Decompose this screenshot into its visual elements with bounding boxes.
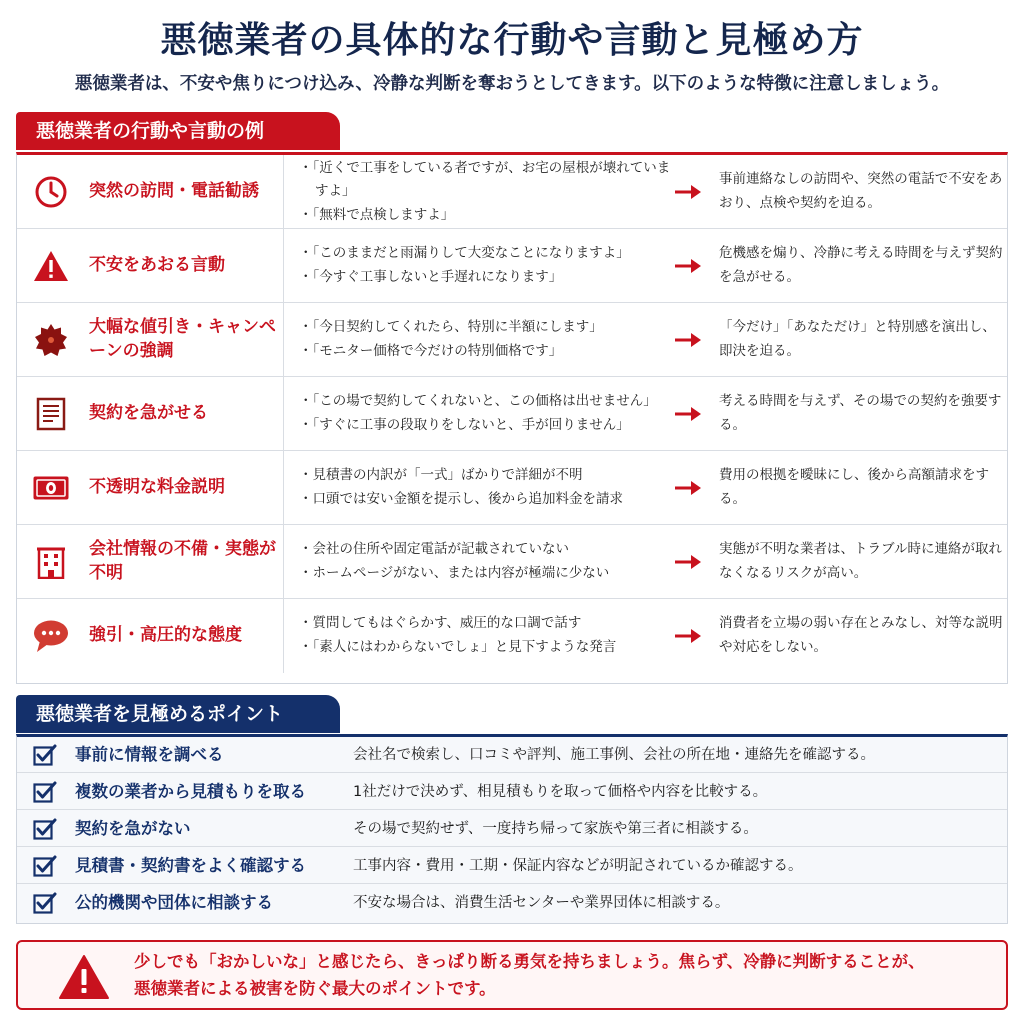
arrow-right-icon (673, 626, 703, 646)
column-divider (283, 599, 284, 673)
behavior-row (17, 599, 1007, 673)
column-divider (283, 451, 284, 525)
section-header-behaviors: 悪徳業者の行動や言動の例 (16, 112, 340, 150)
behavior-quotes (299, 303, 679, 377)
behavior-description: 費用の根拠を曖昧にし、後から高額請求をする。 (719, 467, 989, 507)
behavior-row (17, 525, 1007, 599)
arrow-right-icon (673, 182, 703, 202)
behavior-description: 事前連絡なしの訪問や、突然の電話で不安をあおり、点検や契約を迫る。 (719, 171, 1003, 211)
warning-icon (29, 249, 73, 283)
behavior-description: 実態が不明な業者は、トラブル時に連絡が取れなくなるリスクが高い。 (719, 541, 1002, 581)
behavior-description: 考える時間を与えず、その場での契約を強要する。 (719, 393, 1002, 433)
point-row (17, 737, 1007, 773)
points-table (16, 734, 1008, 924)
behavior-quotes (299, 451, 679, 525)
behaviors-table (16, 152, 1008, 684)
behavior-title: 不透明な料金説明 (89, 477, 225, 498)
quote-line: ・「近くで工事をしている者ですが、お宅の屋根が壊れていますよ」 (299, 159, 671, 200)
arrow-right-icon (673, 256, 703, 276)
warning-icon (58, 954, 110, 1000)
behavior-quotes (299, 229, 679, 303)
point-title: 事前に情報を調べる (75, 745, 224, 764)
quote-line: ・「すぐに工事の段取りをしないと、手が回りません」 (299, 417, 630, 433)
checkbox-checked-icon (33, 744, 57, 766)
checkbox-checked-icon (33, 855, 57, 877)
arrow-right-icon (673, 330, 703, 350)
point-description: 1社だけで決めず、相見積もりを取って価格や内容を比較する。 (353, 784, 768, 800)
building-icon (29, 545, 73, 579)
warning-line: 悪徳業者による被害を防ぐ最大のポイントです。 (134, 979, 496, 998)
behavior-row (17, 451, 1007, 525)
quote-line: ・口頭では安い金額を提示し、後から追加料金を請求 (299, 491, 623, 507)
point-title: 複数の業者から見積もりを取る (75, 782, 306, 801)
page-title: 悪徳業者の具体的な行動や言動と見極め方 (160, 20, 864, 61)
point-title: 見積書・契約書をよく確認する (75, 856, 306, 875)
checkbox-checked-icon (33, 892, 57, 914)
quote-line: ・「モニター価格で今だけの特別価格です」 (299, 343, 563, 359)
column-divider (283, 155, 284, 229)
checkbox-checked-icon (33, 781, 57, 803)
behavior-row (17, 377, 1007, 451)
quote-line: ・質問してもはぐらかす、威圧的な口調で話す (299, 615, 582, 632)
behavior-title: 契約を急がせる (89, 403, 208, 424)
behavior-description: 危機感を煽り、冷静に考える時間を与えず契約を急がせる。 (719, 245, 1003, 285)
section-header-points: 悪徳業者を見極めるポイント (16, 695, 340, 733)
quote-line: ・「この場で契約してくれないと、この価格は出せません」 (299, 393, 657, 410)
behavior-description: 「今だけ」「あなただけ」と特別感を演出し、即決を迫る。 (719, 319, 996, 359)
warning-message (134, 942, 994, 1008)
quote-line: ・「今日契約してくれたら、特別に半額にします」 (299, 319, 603, 336)
behavior-title: 大幅な値引き・キャンペーンの強調 (89, 317, 276, 361)
point-row (17, 811, 1007, 847)
behavior-row (17, 303, 1007, 377)
behavior-title: 不安をあおる言動 (89, 255, 225, 276)
point-title: 公的機関や団体に相談する (75, 893, 273, 912)
behavior-title: 強引・高圧的な態度 (89, 625, 242, 646)
behavior-quotes (299, 155, 679, 229)
arrow-right-icon (673, 404, 703, 424)
column-divider (283, 377, 284, 451)
behavior-quotes (299, 525, 679, 599)
clock-icon (29, 175, 73, 209)
warning-callout (16, 940, 1008, 1010)
behavior-quotes (299, 599, 679, 673)
point-row (17, 774, 1007, 810)
column-divider (283, 229, 284, 303)
behavior-description: 消費者を立場の弱い存在とみなし、対等な説明や対応をしない。 (719, 615, 1003, 655)
point-row (17, 885, 1007, 921)
quote-line: ・「素人にはわからないでしょ」と見下すような発言 (299, 639, 617, 655)
arrow-right-icon (673, 478, 703, 498)
point-description: その場で契約せず、一度持ち帰って家族や第三者に相談する。 (353, 821, 758, 837)
money-bill-icon (29, 471, 73, 505)
column-divider (283, 525, 284, 599)
behavior-row (17, 229, 1007, 303)
behavior-quotes (299, 377, 679, 451)
warning-line: 少しでも「おかしいな」と感じたら、きっぱり断る勇気を持ちましょう。焦らず、冷静に判断することが、 (134, 951, 925, 971)
checkbox-checked-icon (33, 818, 57, 840)
quote-line: ・会社の住所や固定電話が記載されていない (299, 541, 569, 558)
quote-line: ・ホームページがない、または内容が極端に少ない (299, 565, 610, 581)
arrow-right-icon (673, 552, 703, 572)
page-subtitle: 悪徳業者は、不安や焦りにつけ込み、冷静な判断を奪おうとしてきます。以下のような特徴に注意しましょう。 (74, 74, 950, 94)
quote-line: ・見積書の内訳が「一式」ばかりで詳細が不明 (299, 467, 583, 484)
point-title: 契約を急がない (75, 819, 191, 838)
contract-document-icon (29, 397, 73, 431)
point-description: 工事内容・費用・工期・保証内容などが明記されているか確認する。 (353, 858, 803, 874)
quote-line: ・「今すぐ工事しないと手遅れになります」 (299, 269, 563, 285)
quote-line: ・「無料で点検しますよ」 (299, 206, 455, 223)
speech-bubble-icon (29, 619, 73, 653)
behavior-title: 会社情報の不備・実態が不明 (89, 539, 276, 583)
point-description: 不安な場合は、消費生活センターや業界団体に相談する。 (353, 895, 730, 911)
behavior-row (17, 155, 1007, 229)
point-row (17, 848, 1007, 884)
behavior-title: 突然の訪問・電話勧誘 (89, 181, 259, 202)
point-description: 会社名で検索し、口コミや評判、施工事例、会社の所在地・連絡先を確認する。 (353, 747, 875, 763)
column-divider (283, 303, 284, 377)
quote-line: ・「このままだと雨漏りして大変なことになりますよ」 (299, 245, 630, 262)
discount-badge-icon (29, 323, 73, 357)
